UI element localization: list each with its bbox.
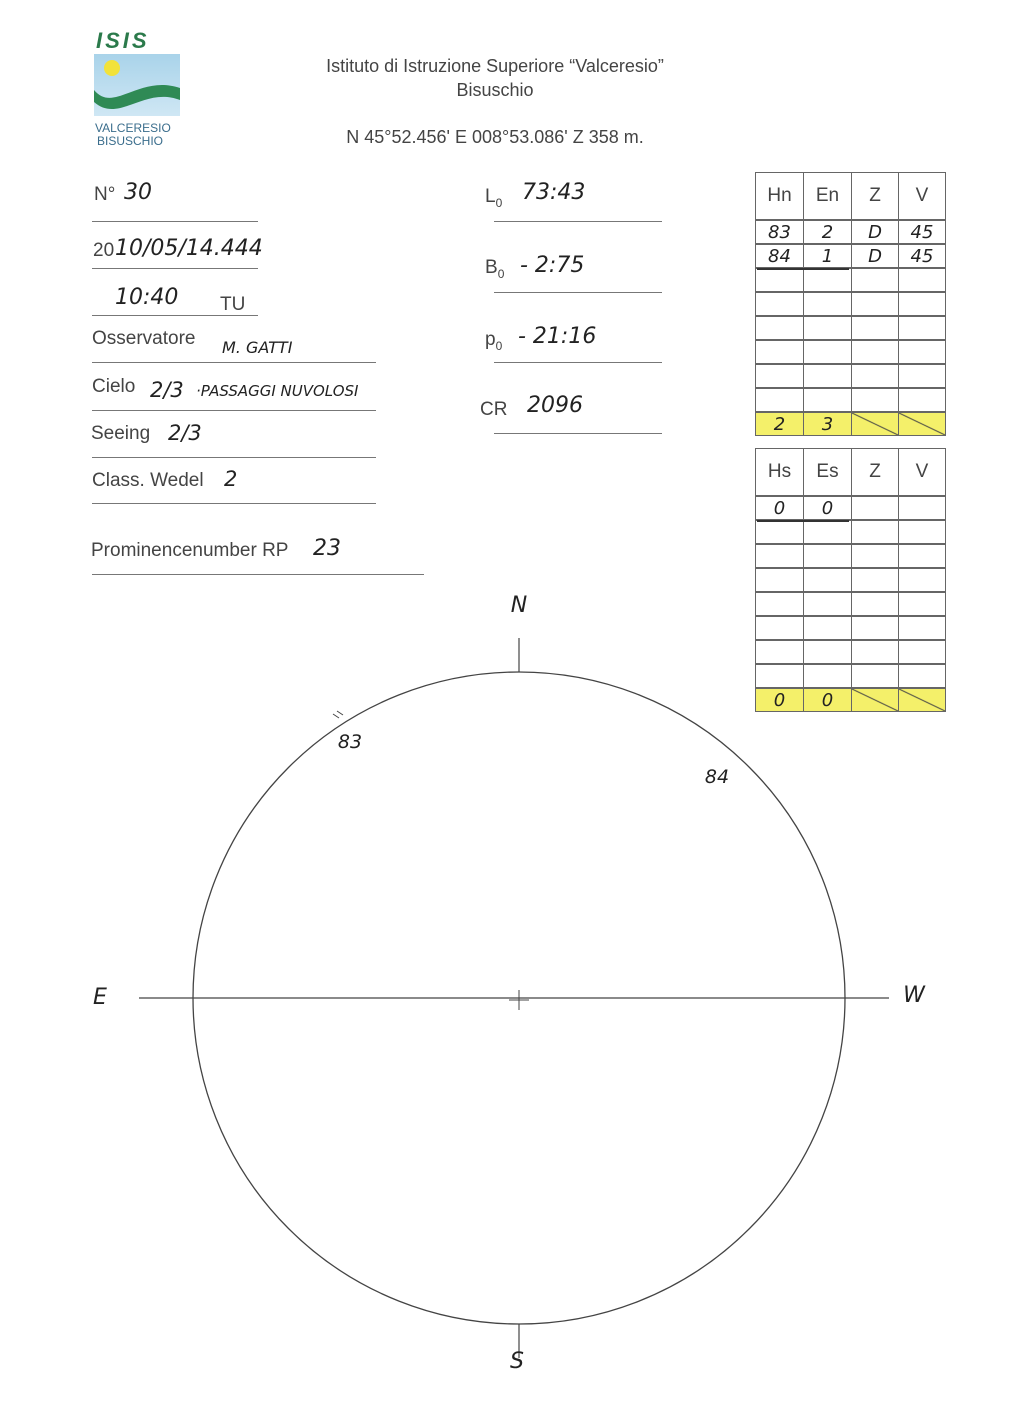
north-cell-r2-c3 [898, 268, 946, 292]
north-cell-r4-c1 [803, 316, 852, 340]
north-header-3: V [898, 172, 946, 220]
north-cell-r4-c0 [755, 316, 804, 340]
south-header-0: Hs [755, 448, 804, 496]
south-header-1: Es [803, 448, 852, 496]
south-cell-r2-c3 [898, 544, 946, 568]
sky-label: Cielo [92, 376, 136, 397]
north-cell-r4-c2 [851, 316, 899, 340]
north-cell-r0-c1: 2 [803, 220, 852, 244]
number-label: N° [94, 184, 116, 205]
west-label: W [903, 983, 925, 1008]
north-cell-r2-c1 [803, 268, 852, 292]
south-cell-r2-c1 [803, 544, 852, 568]
north-cell-r1-c0: 84 [755, 244, 804, 268]
l0-underline [494, 221, 662, 222]
south-cell-r0-c0: 0 [755, 496, 804, 520]
north-cell-r7-c3 [898, 388, 946, 412]
north-cell-r1-c3: 45 [898, 244, 946, 268]
north-total-c3 [898, 412, 946, 436]
north-header-0: Hn [755, 172, 804, 220]
north-cell-r7-c0 [755, 388, 804, 412]
north-cell-r0-c0: 83 [755, 220, 804, 244]
date-value: 10/05/14.444 [115, 236, 263, 261]
north-cell-r5-c0 [755, 340, 804, 364]
north-cell-r4-c3 [898, 316, 946, 340]
b0-label: $B_0$ [485, 257, 505, 281]
south-cell-r0-c1: 0 [803, 496, 852, 520]
group-83-marker [333, 711, 343, 718]
north-cell-r1-c2: D [851, 244, 899, 268]
logo-graphic [94, 54, 180, 116]
north-cell-r0-c3: 45 [898, 220, 946, 244]
south-cell-r2-c0 [755, 544, 804, 568]
cr-label: CR [480, 399, 508, 420]
north-cell-r7-c1 [803, 388, 852, 412]
number-value: 30 [124, 180, 152, 205]
seeing-underline [92, 457, 376, 458]
south-cell-r0-c2 [851, 496, 899, 520]
wedel-underline [92, 503, 376, 504]
group-label-83: 83 [337, 731, 363, 753]
south-cell-r1-c2 [851, 520, 899, 544]
cr-value: 2096 [527, 393, 583, 418]
group-label-84: 84 [704, 766, 730, 788]
north-cell-r2-c0 [755, 268, 804, 292]
rp-underline [92, 574, 424, 575]
p0-label: $p_0$ [485, 329, 503, 353]
north-cell-r5-c3 [898, 340, 946, 364]
seeing-value: 2/3 [168, 421, 202, 445]
date-underline [92, 268, 258, 269]
north-total-c2 [851, 412, 899, 436]
north-separator [757, 268, 849, 270]
rp-value: 23 [313, 536, 341, 561]
north-label: N [510, 593, 528, 618]
b0-underline [494, 292, 662, 293]
time-underline [92, 315, 258, 316]
north-cell-r5-c1 [803, 340, 852, 364]
time-label: TU [220, 294, 246, 315]
north-cell-r0-c2: D [851, 220, 899, 244]
south-cell-r1-c3 [898, 520, 946, 544]
south-header-2: Z [851, 448, 899, 496]
p0-underline [494, 362, 662, 363]
seeing-label: Seeing [91, 423, 151, 444]
observer-underline [92, 362, 376, 363]
north-cell-r6-c1 [803, 364, 852, 388]
sky-note: ·PASSAGGI NUVOLOSI [196, 382, 359, 400]
institute-coordinates: N 45°52.456' E 008°53.086' Z 358 m. [346, 127, 644, 147]
logo-subtitle-2: BISUSCHIO [97, 134, 164, 148]
sky-value: 2/3 [150, 378, 184, 402]
south-total-c0: 0 [755, 688, 804, 712]
number-underline [92, 221, 258, 222]
institute-name: Istituto di Istruzione Superiore “Valceresio” [326, 56, 664, 76]
p0-value: - 21:16 [518, 324, 597, 349]
wedel-value: 2 [224, 467, 238, 491]
north-cell-r1-c1: 1 [803, 244, 852, 268]
north-total-c0: 2 [755, 412, 804, 436]
south-cell-r1-c1 [803, 520, 852, 544]
solar-disk-diagram [0, 580, 1024, 1408]
east-label: E [93, 985, 107, 1010]
south-total-c1: 0 [803, 688, 852, 712]
south-cell-r0-c3 [898, 496, 946, 520]
observer-value: M. GATTI [222, 338, 293, 357]
south-cell-r1-c0 [755, 520, 804, 544]
time-value: 10:40 [115, 285, 179, 310]
north-cell-r7-c2 [851, 388, 899, 412]
sky-underline [92, 410, 376, 411]
north-cell-r3-c2 [851, 292, 899, 316]
observer-label: Osservatore [92, 328, 196, 349]
south-header-3: V [898, 448, 946, 496]
l0-label: $L_0$ [485, 186, 503, 210]
wedel-label: Class. Wedel [92, 470, 204, 491]
south-separator [757, 520, 849, 522]
l0-value: 73:43 [522, 180, 586, 205]
north-cell-r3-c0 [755, 292, 804, 316]
north-cell-r6-c0 [755, 364, 804, 388]
north-cell-r6-c3 [898, 364, 946, 388]
north-header-1: En [803, 172, 852, 220]
north-cell-r5-c2 [851, 340, 899, 364]
b0-value: - 2:75 [520, 253, 585, 278]
north-cell-r3-c3 [898, 292, 946, 316]
north-header-2: Z [851, 172, 899, 220]
south-cell-r2-c2 [851, 544, 899, 568]
north-cell-r6-c2 [851, 364, 899, 388]
rp-label: Prominencenumber RP [91, 540, 289, 561]
logo-subtitle-1: VALCERESIO [95, 121, 171, 135]
north-cell-r3-c1 [803, 292, 852, 316]
north-total-c1: 3 [803, 412, 852, 436]
cr-underline [494, 433, 662, 434]
logo-image [94, 54, 180, 116]
date-prefix: 20 [93, 240, 115, 261]
logo-mark: ISIS [96, 28, 150, 53]
south-label: S [510, 1349, 524, 1374]
institute-town: Bisuschio [456, 80, 534, 100]
north-cell-r2-c2 [851, 268, 899, 292]
